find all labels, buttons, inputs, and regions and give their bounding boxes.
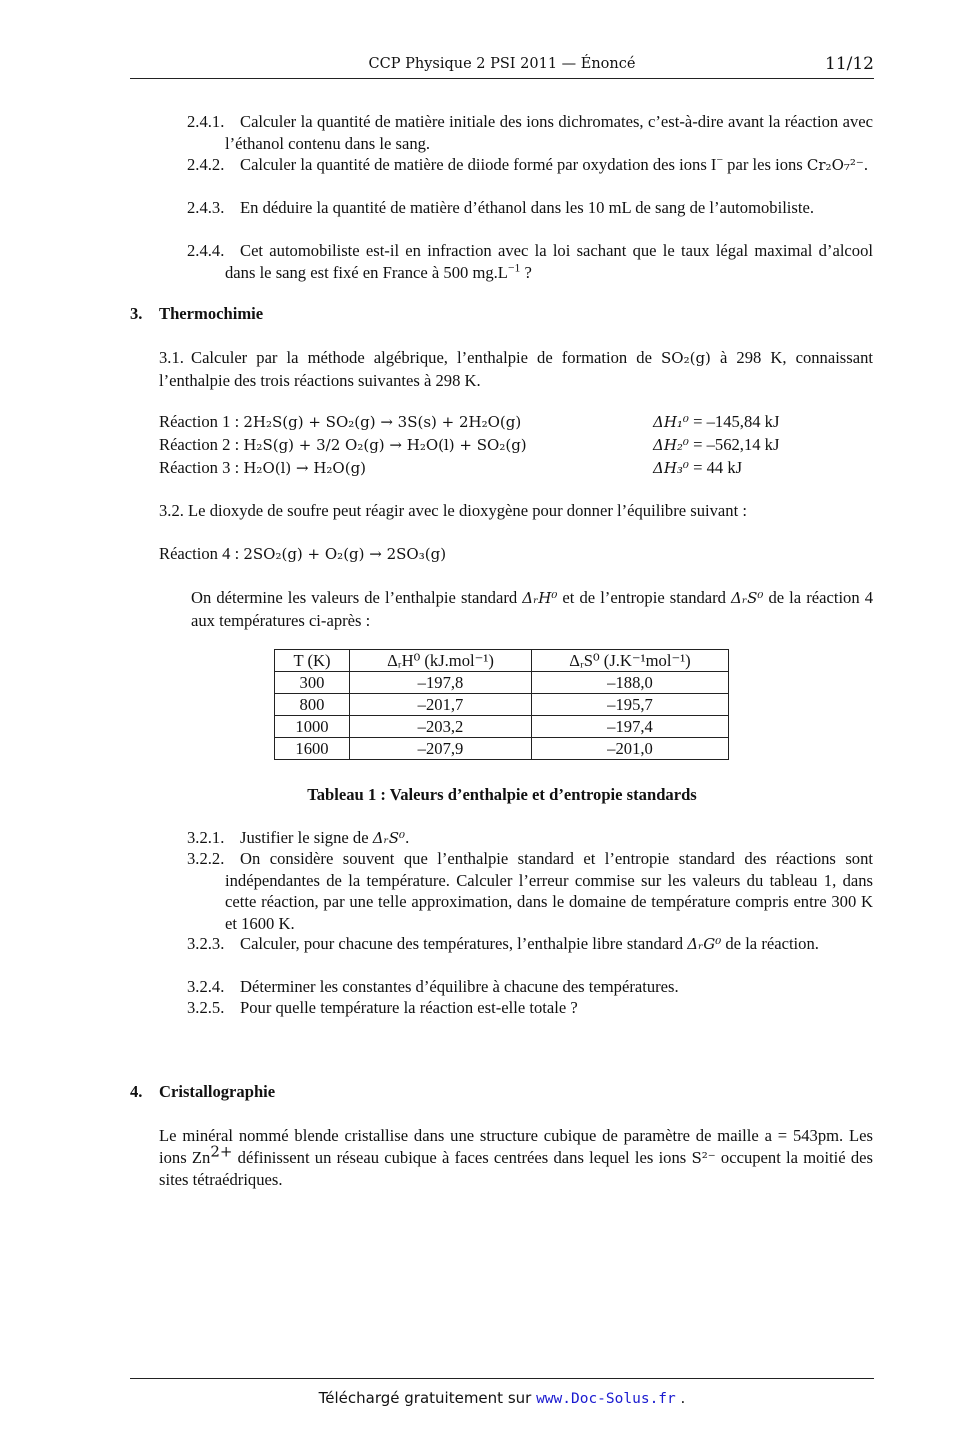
table-cell: 300 xyxy=(275,672,350,694)
table-cell: –207,9 xyxy=(350,738,532,760)
enthalpy-symbol: ΔᵣH⁰ xyxy=(522,589,558,607)
question-text: Pour quelle température la réaction est-elle totale ? xyxy=(240,998,578,1017)
reaction-equation: H₂S(g) + 3/2 O₂(g) → H₂O(l) + SO₂(g) xyxy=(243,436,527,454)
enthalpy-value: = 44 kJ xyxy=(688,458,743,477)
question-text: Justifier le signe de ΔᵣS⁰. xyxy=(240,828,410,847)
table-row xyxy=(275,672,729,694)
header-title: CCP Physique 2 PSI 2011 — Énoncé xyxy=(368,56,636,72)
question-3-2: 3.2. Le dioxyde de soufre peut réagir avec le dioxygène pour donner l’équilibre suivant : xyxy=(159,501,747,520)
section-3-heading: 3. Thermochimie xyxy=(130,304,264,323)
page-footer: Téléchargé gratuitement sur www.Doc-Solus.fr . xyxy=(130,1378,874,1379)
enthalpy-value: = –562,14 kJ xyxy=(688,435,780,454)
enthalpy-symbol: ΔH₃⁰ xyxy=(653,459,689,477)
gibbs-symbol: ΔᵣG⁰ xyxy=(687,935,722,953)
table-cell: –201,0 xyxy=(532,738,729,760)
question-number: 2.4.3. xyxy=(187,198,225,217)
reaction-equation: 2H₂S(g) + SO₂(g) → 3S(s) + 2H₂O(g) xyxy=(243,413,522,431)
table-caption: Tableau 1 : Valeurs d’enthalpie et d’entropie standards xyxy=(307,785,697,804)
question-number: 3.2.3. xyxy=(187,934,225,953)
table-cell: 1600 xyxy=(275,738,350,760)
question-2-4-4 xyxy=(187,240,873,283)
question-text: Cet automobiliste est-il en infraction avec la loi sachant que le taux légal maximal d’alcool dans le sang est fixé en France à 500 $mg.L^{-1}$ ? xyxy=(225,241,873,282)
question-number: 3.2.4. xyxy=(187,977,225,996)
table-intro: On détermine les valeurs de l’enthalpie standard ΔᵣH⁰ et de l’entropie standard ΔᵣS⁰ de la réaction 4 aux températures ci-après : xyxy=(191,588,874,630)
enthalpy-value: = –145,84 kJ xyxy=(688,412,780,431)
question-number: 3.2.5. xyxy=(187,998,225,1017)
page-header xyxy=(130,52,874,79)
table-cell: –188,0 xyxy=(532,672,729,694)
enthalpy-symbol: ΔH₂⁰ xyxy=(653,436,689,454)
question-3-2-3 xyxy=(187,933,873,956)
table-row xyxy=(275,694,729,716)
reaction-2: Réaction 2 : H₂S(g) + 3/2 O₂(g) → H₂O(l) + SO₂(g) ΔH₂⁰ = –562,14 kJ xyxy=(159,435,780,454)
question-text: Calculer la quantité de matière de diiode formé par oxydation des ions I− par les ions Cr₂O₇²⁻. xyxy=(240,153,868,174)
question-number: 3.1. xyxy=(159,348,184,367)
so2-formula: SO₂(g) xyxy=(661,349,711,367)
crystal-paragraph: Le minéral nommé blende cristallise dans une structure cubique de paramètre de maille a = 543pm. Les ions $Zn^{2+}$ définissent un réseau cubique à faces centrées dans lequel les ions S²⁻ occupent la moitié des sites tétraédriques. xyxy=(159,1126,873,1189)
page-number: 11/12 xyxy=(825,54,874,74)
question-3-2-4 xyxy=(187,976,873,998)
question-text: Calculer, pour chacune des températures, l’enthalpie libre standard ΔᵣG⁰ de la réaction. xyxy=(240,934,819,953)
question-2-4-2 xyxy=(187,154,873,177)
footer-link[interactable]: www.Doc-Solus.fr xyxy=(536,1391,676,1407)
section-4-heading: 4. Cristallographie xyxy=(130,1082,276,1101)
question-2-4-1 xyxy=(187,111,873,154)
footer-text: Téléchargé gratuitement sur xyxy=(318,1389,537,1407)
table-header: T (K) xyxy=(275,650,350,672)
table-cell: –203,2 xyxy=(350,716,532,738)
reaction-3: Réaction 3 : H₂O(l) → H₂O(g) ΔH₃⁰ = 44 kJ xyxy=(159,458,743,477)
table-cell: 1000 xyxy=(275,716,350,738)
question-2-4-3 xyxy=(187,197,873,219)
question-text: Calculer la quantité de matière initiale des ions dichromates, c’est-à-dire avant la réaction avec l’éthanol contenu dans le sang. xyxy=(225,112,873,153)
table-cell: –201,7 xyxy=(350,694,532,716)
question-number: 3.2.2. xyxy=(187,849,225,868)
table-cell: –197,8 xyxy=(350,672,532,694)
question-number: 3.2.1. xyxy=(187,828,225,847)
sulfide-ion: S²⁻ xyxy=(691,1148,716,1167)
question-3-1: 3.1. Calculer par la méthode algébrique, l’enthalpie de formation de SO₂(g) à 298 K, connaissant l’enthalpie des trois réactions suivantes à 298 K. xyxy=(159,348,873,390)
table-header: ΔᵣS⁰ (J.K⁻¹mol⁻¹) xyxy=(532,650,729,672)
question-text: On considère souvent que l’enthalpie standard et l’entropie standard des réactions sont indépendantes de la température. Calculer l’erreur commise sur les valeurs du tableau 1, dans cette réaction, par une telle approximation, dans le domaine de température compris entre 300 K et 1600 K. xyxy=(225,849,873,933)
question-text: En déduire la quantité de matière d’éthanol dans les 10 mL de sang de l’automobiliste. xyxy=(240,198,814,217)
question-number: 2.4.4. xyxy=(187,241,225,260)
table-header: ΔᵣH⁰ (kJ.mol⁻¹) xyxy=(350,650,532,672)
thermo-table xyxy=(274,649,729,760)
table-row xyxy=(275,738,729,760)
entropy-symbol: ΔᵣS⁰ xyxy=(372,829,406,847)
question-3-2-1 xyxy=(187,827,873,850)
question-text: Déterminer les constantes d’équilibre à chacune des températures. xyxy=(240,977,679,996)
question-3-2-5 xyxy=(187,997,873,1019)
zinc-charge: 2+ xyxy=(210,1141,233,1160)
table-cell: –197,4 xyxy=(532,716,729,738)
question-3-2-2 xyxy=(187,848,873,934)
reaction-1: Réaction 1 : 2H₂S(g) + SO₂(g) → 3S(s) + 2H₂O(g) ΔH₁⁰ = –145,84 kJ xyxy=(159,412,780,431)
dichromate-formula: Cr₂O₇²⁻ xyxy=(806,156,864,174)
table-cell: 800 xyxy=(275,694,350,716)
reaction-4: Réaction 4 : 2SO₂(g) + O₂(g) → 2SO₃(g) xyxy=(159,544,447,563)
question-number: 2.4.1. xyxy=(187,112,225,131)
reaction-equation: 2SO₂(g) + O₂(g) → 2SO₃(g) xyxy=(243,545,447,563)
reaction-equation: H₂O(l) → H₂O(g) xyxy=(243,459,367,477)
table-header-row xyxy=(275,650,729,672)
entropy-symbol: ΔᵣS⁰ xyxy=(731,589,764,607)
question-number: 2.4.2. xyxy=(187,155,225,174)
table-cell: –195,7 xyxy=(532,694,729,716)
enthalpy-symbol: ΔH₁⁰ xyxy=(653,413,689,431)
table-row xyxy=(275,716,729,738)
